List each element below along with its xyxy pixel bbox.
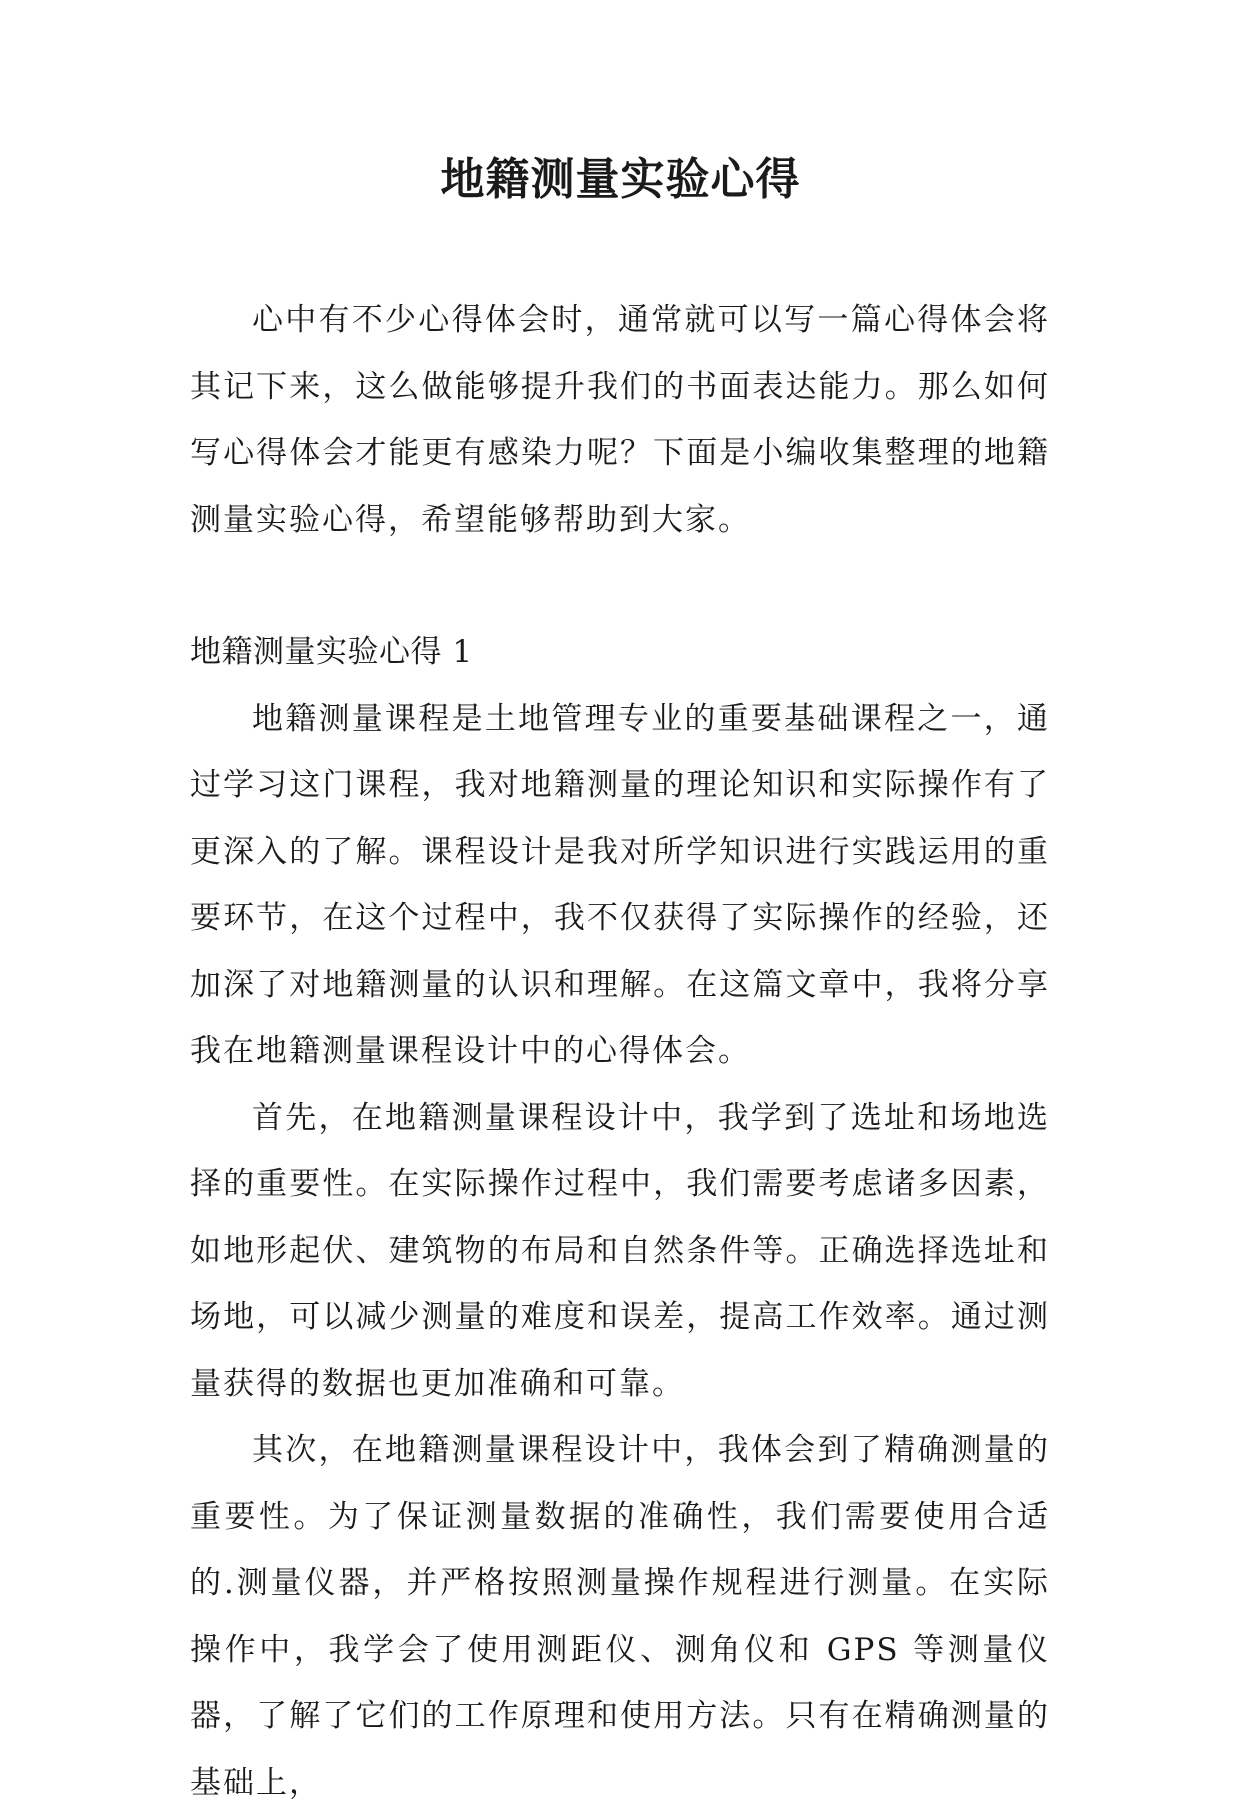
- body-paragraph-2: 首先，在地籍测量课程设计中，我学到了选址和场地选择的重要性。在实际操作过程中，我们需要考虑诸多因素，如地形起伏、建筑物的布局和自然条件等。正确选择选址和场地，可以减少测量的难度和误差，提高工作效率。通过测量获得的数据也更加准确和可靠。: [190, 1099, 1050, 1402]
- intro-paragraph: 心中有不少心得体会时，通常就可以写一篇心得体会将其记下来，这么做能够提升我们的书面表达能力。那么如何写心得体会才能更有感染力呢？下面是小编收集整理的地籍测量实验心得，希望能够帮助到大家。: [190, 302, 1050, 538]
- section-heading: 地籍测量实验心得 1: [190, 634, 473, 670]
- paragraph-gap: [190, 553, 1050, 619]
- body-paragraph-1: 地籍测量课程是土地管理专业的重要基础课程之一，通过学习这门课程，我对地籍测量的理论知识和实际操作有了更深入的了解。课程设计是我对所学知识进行实践运用的重要环节，在这个过程中，我不仅获得了实际操作的经验，还加深了对地籍测量的认识和理解。在这篇文章中，我将分享我在地籍测量课程设计中的心得体会。: [190, 700, 1050, 1069]
- body-paragraph-3: 其次，在地籍测量课程设计中，我体会到了精确测量的重要性。为了保证测量数据的准确性，我们需要使用合适的.测量仪器，并严格按照测量操作规程进行测量。在实际操作中，我学会了使用测距仪、测角仪和 GPS 等测量仪器，了解了它们的工作原理和使用方法。只有在精确测量的基础上，: [190, 1432, 1050, 1801]
- document-title: 地籍测量实验心得: [440, 154, 801, 205]
- document-body: [190, 287, 1050, 1816]
